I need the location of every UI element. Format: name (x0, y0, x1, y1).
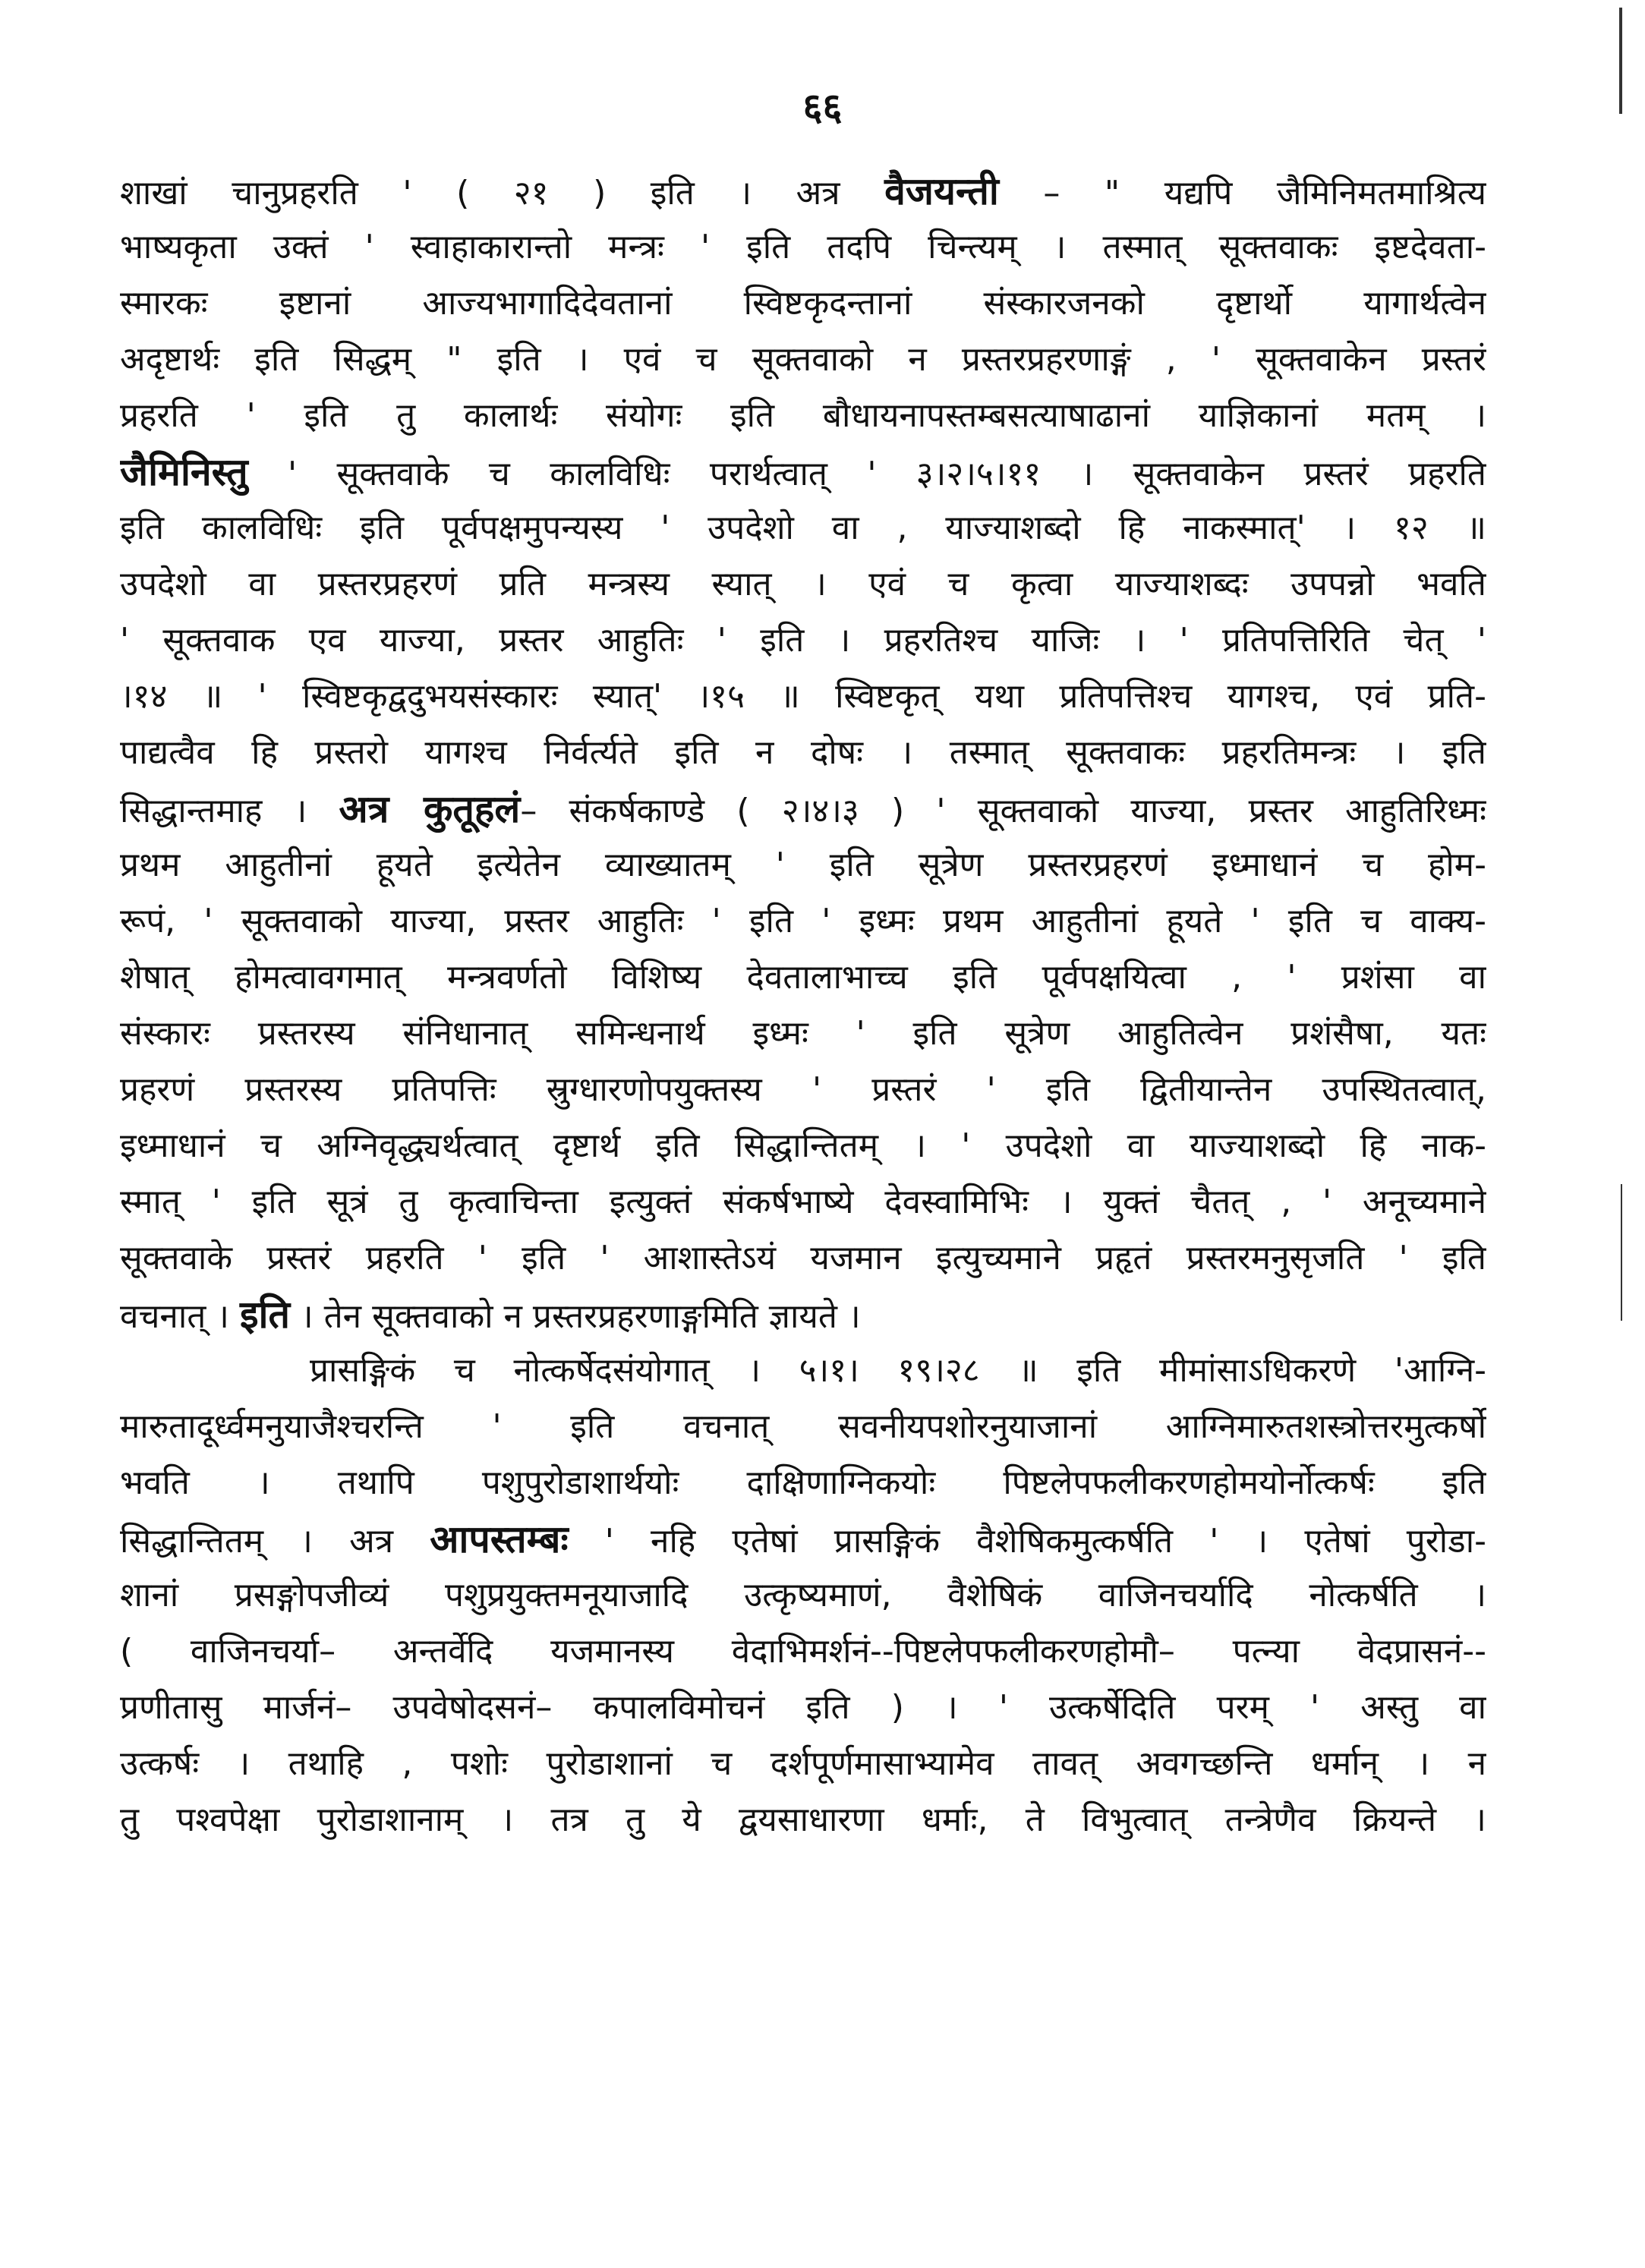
text-segment: सूक्तवाके प्रस्तरं प्रहरति ' इति ' आशास्तेऽयं यजमान इत्युच्यमाने प्रहृतं प्रस्तरमनुसृजति ' इति (120, 1239, 1486, 1277)
text-line (120, 1736, 1486, 1792)
text-segment: शाखां चानुप्रहरति ' ( २१ ) इति । अत्र (120, 174, 885, 213)
text-segment: प्रथम आहुतीनां हूयते इत्येतेन व्याख्यातम् ' इति सूत्रेण प्रस्तरप्रहरणं इध्माधानं च होम- (120, 846, 1486, 884)
text-segment: – " यद्यपि जैमिनिमतमाश्रित्य (998, 174, 1486, 213)
bold-term: वैजयन्ती (884, 169, 999, 213)
text-line (120, 1062, 1486, 1118)
text-line (120, 669, 1486, 725)
text-line (120, 1006, 1486, 1062)
text-line (120, 1399, 1486, 1455)
page-number: ६६ (802, 85, 843, 129)
text-segment: उत्कर्षः । तथाहि , पशोः पुरोडाशानां च दर्शपूर्णमासाभ्यामेव तावत् अवगच्छन्ति धर्मान् । न (120, 1744, 1486, 1783)
text-segment: भवति । तथापि पशुपुरोडाशार्थयोः दाक्षिणाग्निकयोः पिष्टलेपफलीकरणहोमयोर्नोत्कर्षः इति (120, 1463, 1486, 1502)
text-segment: स्मात् ' इति सूत्रं तु कृत्वाचिन्ता इत्युक्तं संकर्षभाष्ये देवस्वामिभिः । युक्तं चैतत् , ' अनूच्यमाने (120, 1183, 1486, 1221)
text-segment: वचनात् । (120, 1297, 240, 1336)
text-line (120, 950, 1486, 1006)
text-segment: भाष्यकृता उक्तं ' स्वाहाकारान्तो मन्त्रः ' इति तदपि चिन्त्यम् । तस्मात् सूक्तवाकः इष्टदेवता- (120, 228, 1486, 266)
body-text (120, 163, 1486, 1848)
text-segment: – संकर्षकाण्डे ( २।४।३ ) ' सूक्तवाको याज्या, प्रस्तर आहुतिरिध्मः (520, 792, 1486, 830)
text-segment: इध्माधानं च अग्निवृद्ध्यर्थत्वात् दृष्टार्थ इति सिद्धान्तितम् । ' उपदेशो वा याज्याशब्दो हि नाक- (120, 1126, 1486, 1165)
scan-edge-mark (1619, 8, 1622, 114)
bold-term: आपस्तम्बः (430, 1517, 569, 1561)
bold-term: जैमिनिस्तु (120, 450, 248, 494)
text-line (120, 725, 1486, 781)
text-line (120, 1174, 1486, 1230)
text-segment: । तेन सूक्तवाको न प्रस्तरप्रहरणाङ्गमिति ज्ञायते । (289, 1297, 861, 1336)
text-line (120, 276, 1486, 332)
text-line (120, 781, 1486, 837)
text-segment: तु पश्वपेक्षा पुरोडाशानाम् । तत्र तु ये द्वयसाधारणा धर्माः, ते विभुत्वात् तन्त्रेणैव क्रियन्ते । (120, 1800, 1486, 1839)
text-line (120, 1343, 1486, 1399)
text-line (120, 1567, 1486, 1624)
text-segment: रूपं, ' सूक्तवाको याज्या, प्रस्तर आहुतिः ' इति ' इध्मः प्रथम आहुतीनां हूयते ' इति च वाक्य- (120, 902, 1486, 940)
text-line (120, 1511, 1486, 1567)
text-line (120, 1118, 1486, 1174)
text-segment: अदृष्टार्थः इति सिद्धम् " इति । एवं च सूक्तवाको न प्रस्तरप्रहरणाङ्गं , ' सूक्तवाकेन प्रस्तरं (120, 340, 1486, 379)
text-line (120, 500, 1486, 556)
text-line (120, 556, 1486, 613)
text-line (120, 613, 1486, 669)
text-segment: ( वाजिनचर्या– अन्तर्वेदि यजमानस्य वेदाभिमर्शनं--पिष्टलेपफलीकरणहोमौ– पत्न्या वेदप्रासनं-- (120, 1632, 1486, 1671)
text-segment: प्रहरणं प्रस्तरस्य प्रतिपत्तिः स्रुग्धारणोपयुक्तस्य ' प्रस्तरं ' इति द्वितीयान्तेन उपस्थितत्वात्, (120, 1070, 1486, 1109)
text-line (120, 444, 1486, 500)
text-line (120, 332, 1486, 388)
text-segment: शानां प्रसङ्गोपजीव्यं पशुप्रयुक्तमनूयाजादि उत्कृष्यमाणं, वैशेषिकं वाजिनचर्यादि नोत्कर्षति । (120, 1576, 1486, 1614)
text-segment: इति कालविधिः इति पूर्वपक्षमुपन्यस्य ' उपदेशो वा , याज्याशब्दो हि नाकस्मात्' । १२ ॥ (120, 509, 1486, 547)
text-segment: प्रासङ्गिकं च नोत्कर्षेदसंयोगात् । ५।१। १९।२८ ॥ इति मीमांसाऽधिकरणे 'आग्नि- (310, 1351, 1486, 1390)
text-segment: ' सूक्तवाक एव याज्या, प्रस्तर आहुतिः ' इति । प्रहरतिश्च याजिः । ' प्रतिपत्तिरिति चेत् ' (120, 621, 1486, 660)
bold-term: अत्र कुतूहलं (339, 787, 521, 831)
text-segment: शेषात् होमत्वावगमात् मन्त्रवर्णतो विशिष्य देवतालाभाच्च इति पूर्वपक्षयित्वा , ' प्रशंसा वा (120, 958, 1486, 997)
text-line (120, 219, 1486, 276)
text-line (120, 1230, 1486, 1287)
text-line (120, 388, 1486, 444)
text-segment: ' सूक्तवाके च कालविधिः परार्थत्वात् ' ३।२।५।११ । सूक्तवाकेन प्रस्तरं प्रहरति (247, 455, 1486, 493)
text-segment: पाद्यत्वैव हि प्रस्तरो यागश्च निर्वर्त्यते इति न दोषः । तस्मात् सूक्तवाकः प्रहरतिमन्त्रः । इति (120, 733, 1486, 772)
text-line (120, 1680, 1486, 1736)
text-segment: उपदेशो वा प्रस्तरप्रहरणं प्रति मन्त्रस्य स्यात् । एवं च कृत्वा याज्याशब्दः उपपन्नो भवति (120, 565, 1486, 603)
text-line (120, 1455, 1486, 1511)
text-segment: सिद्धान्तमाह । (120, 792, 339, 830)
text-line (120, 1287, 1486, 1343)
text-line (120, 837, 1486, 893)
text-line (120, 1624, 1486, 1680)
bold-term: इति (239, 1293, 290, 1337)
text-segment: मारुतादूर्ध्वमनुयाजैश्चरन्ति ' इति वचनात् सवनीयपशोरनुयाजानां आग्निमारुतशस्त्रोत्तरमुत्कर्षो (120, 1407, 1486, 1446)
text-segment: सिद्धान्तितम् । अत्र (120, 1522, 430, 1561)
text-segment: प्रणीतासु मार्जनं– उपवेषोदसनं– कपालविमोचनं इति ) । ' उत्कर्षेदिति परम् ' अस्तु वा (120, 1688, 1486, 1727)
text-line (120, 893, 1486, 950)
scan-edge-mark (1621, 1184, 1622, 1321)
text-segment: संस्कारः प्रस्तरस्य संनिधानात् समिन्धनार्थ इध्मः ' इति सूत्रेण आहुतित्वेन प्रशंसैषा, यतः (120, 1014, 1486, 1053)
text-line (120, 163, 1486, 219)
text-segment: ।१४ ॥ ' स्विष्टकृद्वदुभयसंस्कारः स्यात्' ।१५ ॥ स्विष्टकृत् यथा प्रतिपत्तिश्च यागश्च, एवं प्रति- (120, 677, 1486, 716)
text-segment: ' नहि एतेषां प्रासङ्गिकं वैशेषिकमुत्कर्षति ' । एतेषां पुरोडा- (568, 1522, 1486, 1561)
text-line (120, 1792, 1486, 1848)
text-segment: प्रहरति ' इति तु कालार्थः संयोगः इति बौधायनापस्तम्बसत्याषाढानां याज्ञिकानां मतम् । (120, 396, 1486, 435)
text-segment: स्मारकः इष्टानां आज्यभागादिदेवतानां स्विष्टकृदन्तानां संस्कारजनको दृष्टार्थो यागार्थत्वेन (120, 284, 1486, 323)
